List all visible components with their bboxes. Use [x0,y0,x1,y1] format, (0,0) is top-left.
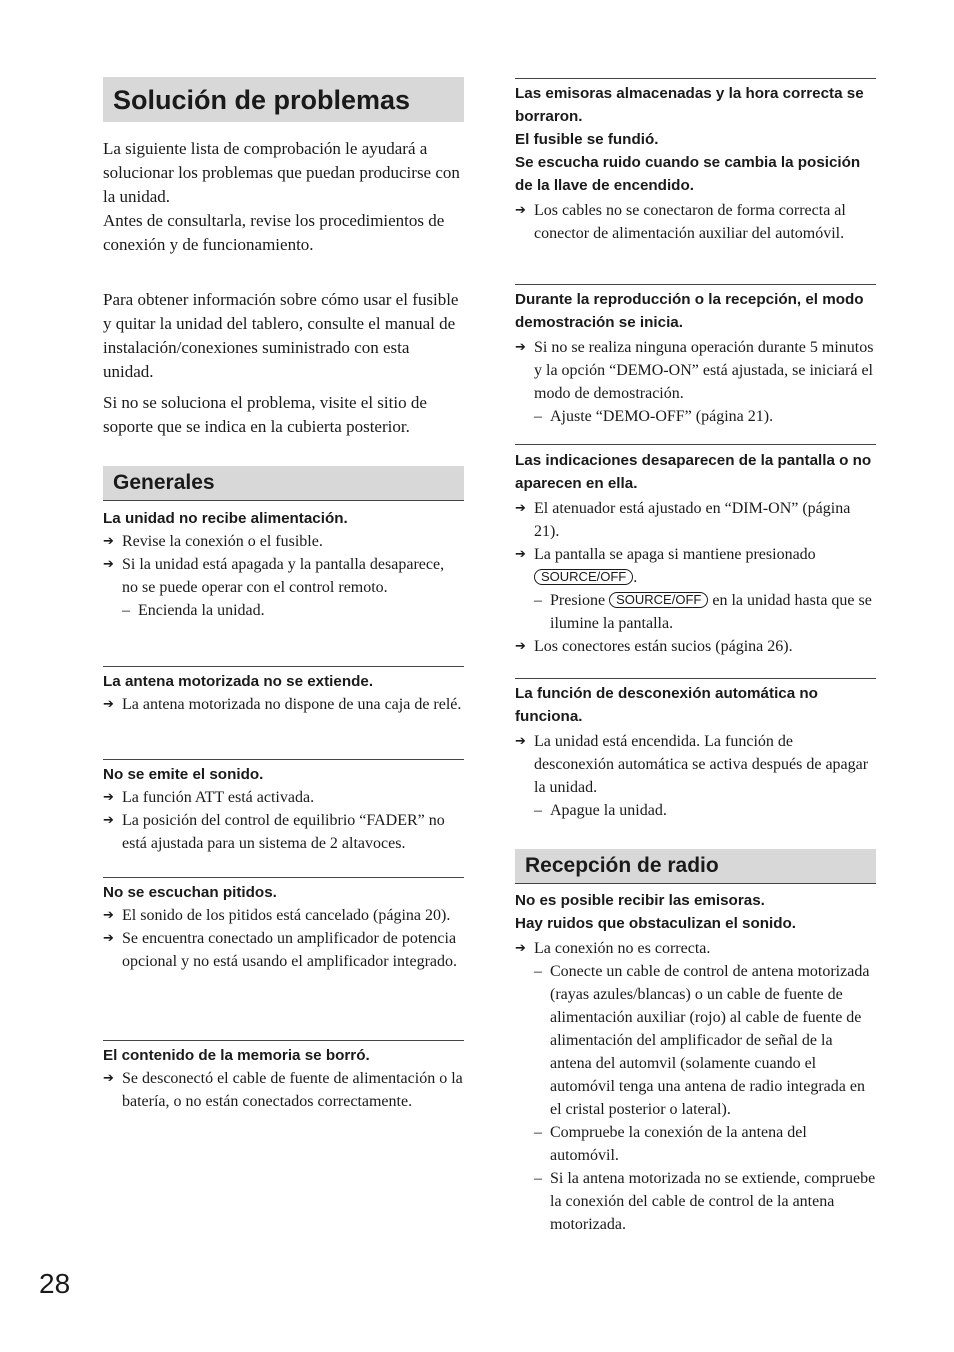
problem-question: La unidad no recibe alimentación. [103,510,348,527]
arrow-right-icon: ➔ [103,908,114,923]
page-number: 28 [39,1268,71,1299]
solution-text: La unidad está encendida. La función de desconexión automática se activa después de apagar la unidad. [534,733,869,796]
solution-item [103,530,464,553]
sub-step: – Apague la unidad. [534,802,667,819]
problem-block [103,507,464,622]
arrow-right-icon: ➔ [515,734,526,749]
solution-item [515,199,876,245]
arrow-right-icon: ➔ [515,203,526,218]
solution-text: Si no se realiza ninguna operación durante 5 minutos y la opción “DEMO-ON” está ajustada, se iniciará el modo de demostración. [534,339,874,402]
solution-text: Los cables no se conectaron de forma correcta al conector de alimentación auxiliar del automóvil. [534,202,846,242]
section-heading-radio [515,849,876,884]
arrow-right-icon: ➔ [515,547,526,562]
solution-item [103,786,464,809]
problem-question: Durante la reproducción o la recepción, el modo demostración se inicia. [515,291,864,331]
arrow-right-icon: ➔ [103,931,114,946]
sub-step-text: Presione [550,592,606,609]
source-off-button-label: SOURCE/OFF [534,569,633,585]
solution-item [103,809,464,855]
solution-text: Si la unidad está apagada y la pantalla desaparece, no se puede operar con el control remoto. [122,556,445,596]
problem-question: El contenido de la memoria se borró. [103,1047,370,1064]
sub-step-text: Compruebe la conexión de la antena del automóvil. [550,1124,807,1164]
problem-block [515,444,876,658]
problem-question: Las emisoras almacenadas y la hora correcta se borraron. El fusible se fundió. Se escucha ruido cuando se cambia la posición de la llave de encendido. [515,85,864,194]
solution-text: El atenuador está ajustado en “DIM-ON” (página 21). [534,500,851,540]
sub-step: – Encienda la unidad. [122,602,265,619]
sub-step: – Si la antena motorizada no se extiende, compruebe la conexión del cable de control de la antena motorizada. [534,1170,876,1233]
solution-text: Revise la conexión o el fusible. [122,533,323,550]
page-title: Solución de problemas [113,85,411,115]
problem-block [103,877,464,973]
arrow-right-icon: ➔ [515,340,526,355]
sub-step: – Presione SOURCE/OFF en la unidad hasta que se ilumine la pantalla. [534,592,872,632]
sub-step-text: Ajuste “DEMO-OFF” (página 21). [550,408,774,425]
solution-item [103,693,464,716]
intro-paragraph-2 [103,288,464,384]
arrow-right-icon: ➔ [103,697,114,712]
intro-text: Para obtener información sobre cómo usar el fusible y quitar la unidad del tablero, consulte el manual de instalación/conexiones suministrado con esta unidad. [103,290,459,381]
solution-item [515,730,876,799]
problem-block [515,889,876,1236]
problem-block [515,78,876,245]
solution-text: Se desconectó el cable de fuente de alimentación o la batería, o no están conectados correctamente. [122,1070,463,1110]
arrow-right-icon: ➔ [103,790,114,805]
solution-item [515,635,876,658]
arrow-right-icon: ➔ [103,557,114,572]
intro-text: La siguiente lista de comprobación le ayudará a solucionar los problemas que puedan producirse con la unidad. [103,139,460,206]
intro-paragraph-1 [103,137,464,257]
problem-block [515,284,876,428]
arrow-right-icon: ➔ [515,941,526,956]
solution-text: El sonido de los pitidos está cancelado (página 20). [122,907,451,924]
arrow-right-icon: ➔ [515,501,526,516]
arrow-right-icon: ➔ [103,534,114,549]
section-title: Generales [113,471,215,494]
solution-item: ➔ La pantalla se apaga si mantiene presionado SOURCE/OFF . [515,543,876,589]
section-heading-generales [103,466,464,501]
intro-text: Antes de consultarla, revise los procedimientos de conexión y de funcionamiento. [103,211,445,254]
problem-question: No se escuchan pitidos. [103,884,277,901]
arrow-right-icon: ➔ [103,813,114,828]
solution-text: La conexión no es correcta. [534,940,711,957]
solution-item [103,1067,464,1113]
problem-question: No se emite el sonido. [103,766,264,783]
arrow-right-icon: ➔ [103,1071,114,1086]
solution-item [103,553,464,599]
intro-text: Si no se soluciona el problema, visite el sitio de soporte que se indica en la cubierta posterior. [103,393,427,436]
problem-block [103,666,464,716]
page-title-banner [103,77,464,122]
problem-question: Las indicaciones desaparecen de la pantalla o no aparecen en ella. [515,452,872,492]
sub-step-text: Encienda la unidad. [138,602,265,619]
sub-step: – Compruebe la conexión de la antena del automóvil. [534,1124,807,1164]
problem-question: La antena motorizada no se extiende. [103,673,374,690]
sub-step-text: Apague la unidad. [550,802,667,819]
solution-text: Los conectores están sucios (página 26). [534,638,793,655]
section-title: Recepción de radio [525,854,719,877]
solution-text: La pantalla se apaga si mantiene presionado [534,546,816,563]
problem-question: No es posible recibir las emisoras. Hay ruidos que obstaculizan el sonido. [515,892,797,932]
solution-item [515,497,876,543]
solution-item [515,937,876,960]
sub-step-text: Conecte un cable de control de antena motorizada (rayas azules/blancas) o un cable de fuente de alimentación auxiliar (rojo) al cable de fuente de alimentación del amplificador de señal de la antena del automvil (solamente cuando el automóvil tenga una antena de radio integrada en el cristal posterior o lateral). [550,963,870,1118]
solution-item [103,927,464,973]
solution-item [515,336,876,405]
sub-step: – Ajuste “DEMO-OFF” (página 21). [534,408,774,425]
solution-item [103,904,464,927]
arrow-right-icon: ➔ [515,639,526,654]
problem-block [103,759,464,855]
problem-question: La función de desconexión automática no funciona. [515,685,818,725]
problem-block [103,1040,464,1113]
solution-text: La función ATT está activada. [122,789,315,806]
source-off-button-label: SOURCE/OFF [609,592,708,608]
solution-text: Se encuentra conectado un amplificador de potencia opcional y no está usando el amplificador integrado. [122,930,458,970]
solution-text: La antena motorizada no dispone de una caja de relé. [122,696,462,713]
solution-text: La posición del control de equilibrio “FADER” no está ajustada para un sistema de 2 altavoces. [122,812,445,852]
sub-step-text: Si la antena motorizada no se extiende, compruebe la conexión del cable de control de la antena motorizada. [550,1170,876,1233]
sub-step-text: en la unidad hasta que se ilumine la pantalla. [550,592,872,632]
problem-block [515,678,876,822]
sub-step: – Conecte un cable de control de antena motorizada (rayas azules/blancas) o un cable de fuente de alimentación auxiliar (rojo) al cable de fuente de alimentación del amplificador de señal de la antena del automvil (solamente cuando el automóvil tenga una antena de radio integrada en el cristal posterior o lateral). [534,963,870,1118]
intro-paragraph-3 [103,391,464,439]
